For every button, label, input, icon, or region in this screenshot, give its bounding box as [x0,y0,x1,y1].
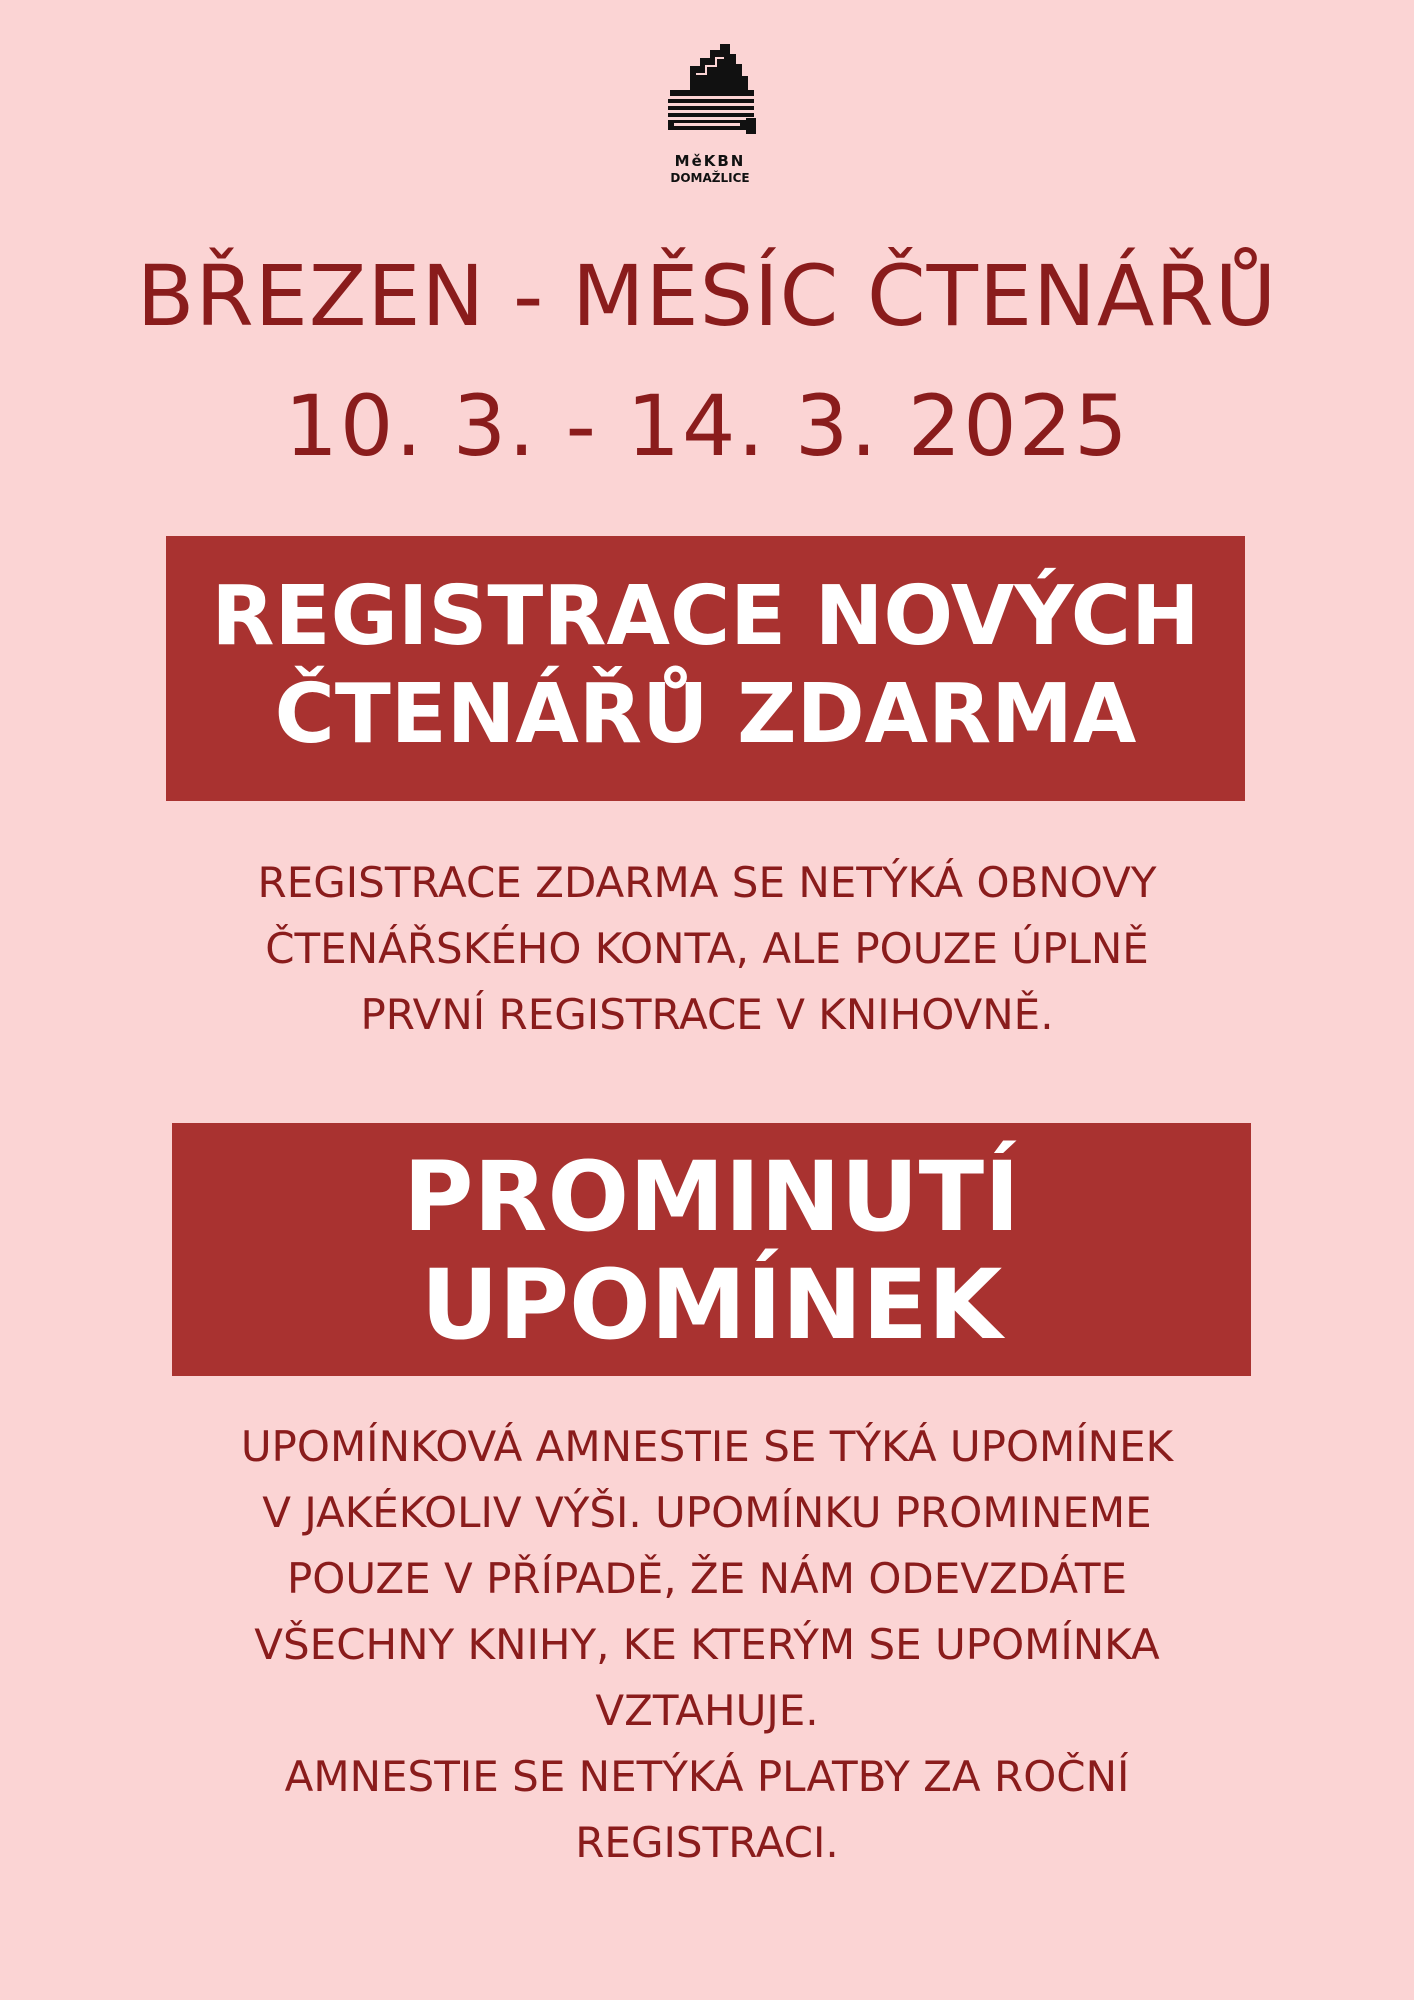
note-line: REGISTRACI. [575,1818,839,1867]
amnesty-note [0,1414,1414,1876]
note-line: REGISTRACE ZDARMA SE NETÝKÁ OBNOVY [257,858,1157,907]
registration-note [0,850,1414,1048]
page-title: BŘEZEN - MĚSÍC ČTENÁŘŮ [136,247,1278,345]
library-building-icon [660,44,760,148]
banner-line: PROMINUTÍ [403,1141,1020,1253]
banner-line: ČTENÁŘŮ ZDARMA [274,667,1137,762]
note-line: AMNESTIE SE NETÝKÁ PLATBY ZA ROČNÍ [284,1752,1130,1801]
amnesty-banner [172,1123,1251,1376]
note-line: V JAKÉKOLIV VÝŠI. UPOMÍNKU PROMINEME [262,1488,1152,1537]
note-line: PRVNÍ REGISTRACE V KNIHOVNĚ. [360,990,1054,1039]
note-line: VZTAHUJE. [595,1686,819,1735]
banner-line: REGISTRACE NOVÝCH [211,569,1200,664]
library-logo [655,44,765,192]
note-line: ČTENÁŘSKÉHO KONTA, ALE POUZE ÚPLNĚ [265,924,1149,973]
note-line: UPOMÍNKOVÁ AMNESTIE SE TÝKÁ UPOMÍNEK [240,1422,1174,1471]
date-range: 10. 3. - 14. 3. 2025 [284,377,1130,475]
registration-banner [166,536,1245,801]
note-line: POUZE V PŘÍPADĚ, ŽE NÁM ODEVZDÁTE [286,1554,1128,1603]
note-line: VŠECHNY KNIHY, KE KTERÝM SE UPOMÍNKA [254,1620,1160,1669]
banner-line: UPOMÍNEK [420,1249,1003,1361]
logo-city: DOMAŽLICE [670,171,750,185]
logo-name: MěKBN [674,152,746,170]
